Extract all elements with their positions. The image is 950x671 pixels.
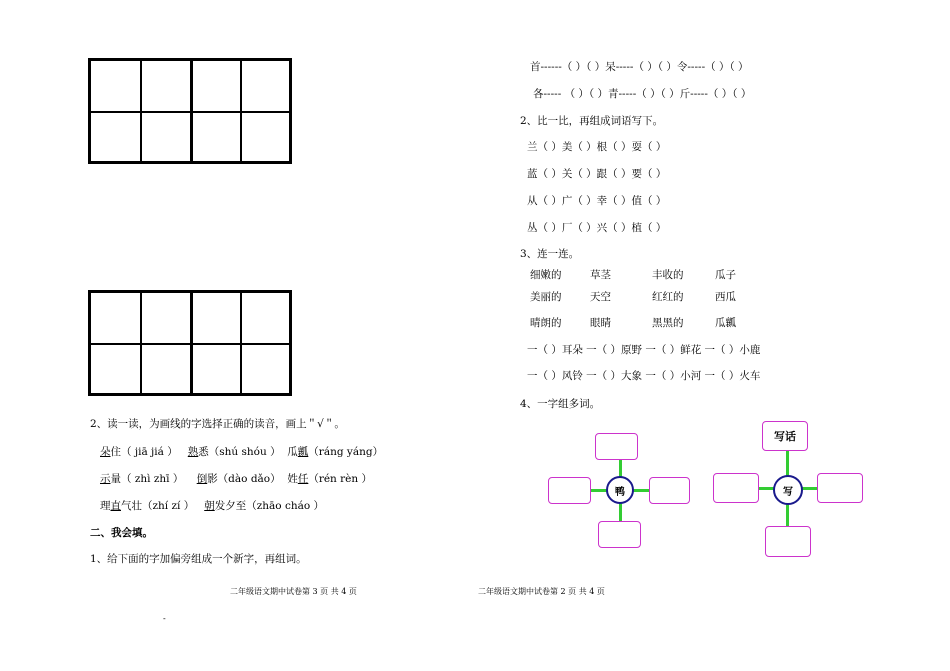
left-q2-title: 2、读一读，为画线的字选择正确的读音，画上＂√＂。 [90, 418, 345, 430]
match-word[interactable]: 晴朗的 [530, 317, 562, 329]
pinyin-option[interactable]: 量（ zhì zhī ） [110, 473, 184, 485]
underlined-char: 朝 [204, 500, 215, 512]
pinyin-option[interactable]: 悉（shú shóu ） [198, 446, 281, 458]
plain-char: 瓜 [287, 446, 298, 458]
compare-row-2[interactable]: 蓝（ ）关（ ）跟（ ）要（ ） [527, 168, 667, 180]
measure-word-row-2[interactable]: 一（ ）风铃 一（ ）大象 一（ ）小河 一（ ）火车 [527, 370, 761, 382]
underlined-char: 示 [100, 473, 111, 485]
answer-box[interactable] [713, 473, 759, 503]
match-word[interactable]: 眼睛 [590, 317, 611, 329]
pinyin-option[interactable]: 气壮（zhí zí ） [121, 500, 195, 512]
answer-box[interactable] [548, 477, 591, 504]
match-word[interactable]: 细嫩的 [530, 269, 562, 281]
compare-row-3[interactable]: 从（ ）广（ ）幸（ ）值（ ） [527, 195, 667, 207]
match-word[interactable]: 美丽的 [530, 291, 562, 303]
center-char-circle: 写 [773, 475, 803, 505]
match-word[interactable]: 西瓜 [715, 291, 736, 303]
match-word[interactable]: 丰收的 [652, 269, 684, 281]
underlined-char: 直 [110, 500, 121, 512]
stray-dot: - [163, 614, 166, 623]
match-word[interactable]: 红红的 [652, 291, 684, 303]
left-q2-row-2 [100, 471, 372, 486]
writing-grid-top [88, 58, 292, 164]
section-heading: 二、我会填。 [90, 527, 153, 539]
match-word[interactable]: 草茎 [590, 269, 611, 281]
pinyin-option[interactable]: （ráng yáng） [308, 446, 384, 458]
underlined-char: 朵 [100, 446, 111, 458]
example-word-box: 写话 [762, 421, 808, 451]
answer-box[interactable] [649, 477, 690, 504]
match-word[interactable]: 瓜瓤 [715, 317, 736, 329]
plain-char: 姓 [287, 473, 298, 485]
footer-left: 二年级语文期中试卷第 3 页 共 4 页 [230, 587, 357, 596]
compare-row-4[interactable]: 丛（ ）厂（ ）兴（ ）植（ ） [527, 222, 667, 234]
center-char-circle: 鸭 [606, 476, 634, 504]
left-q2-row-1 [100, 444, 383, 459]
underlined-char: 瓤 [297, 446, 309, 458]
underlined-char: 任 [297, 473, 309, 485]
match-word[interactable]: 天空 [590, 291, 611, 303]
pinyin-option[interactable]: 住（ jiā jiá ） [110, 446, 178, 458]
right-q1-row-2[interactable]: 各----- （ ）（ ）青-----（ ）（ ）斤-----（ ）（ ） [533, 88, 752, 100]
footer-right: 二年级语文期中试卷第 2 页 共 4 页 [478, 587, 605, 596]
underlined-char: 倒 [196, 473, 208, 485]
compare-row-1[interactable]: 兰（ ）美（ ）根（ ）耍（ ） [527, 141, 667, 153]
answer-box[interactable] [595, 433, 638, 460]
answer-box[interactable] [598, 521, 641, 548]
match-word[interactable]: 黑黑的 [652, 317, 684, 329]
answer-box[interactable] [765, 526, 811, 557]
right-q1-row-1[interactable]: 首------（ ）（ ）呆-----（ ）（ ）令-----（ ）（ ） [530, 61, 749, 73]
right-q3-title: 3、连一连。 [520, 248, 580, 260]
pinyin-option[interactable]: 发夕至（zhāo cháo ） [214, 500, 325, 512]
writing-grid-bottom [88, 290, 292, 396]
measure-word-row-1[interactable]: 一（ ）耳朵 一（ ）原野 一（ ）鲜花 一（ ）小鹿 [527, 344, 761, 356]
right-q4-title: 4、一字组多词。 [520, 398, 601, 410]
underlined-char: 熟 [187, 446, 199, 458]
pinyin-option[interactable]: （rén rèn ） [308, 473, 372, 485]
right-q2-title: 2、比一比，再组成词语写下。 [520, 115, 664, 127]
left-q1-title: 1、给下面的字加偏旁组成一个新字，再组词。 [90, 553, 307, 565]
left-q2-row-3 [100, 498, 324, 513]
plain-char: 理 [100, 500, 111, 512]
answer-box[interactable] [817, 473, 863, 503]
pinyin-option[interactable]: 影（dào dǎo） [207, 473, 281, 485]
match-word[interactable]: 瓜子 [715, 269, 736, 281]
